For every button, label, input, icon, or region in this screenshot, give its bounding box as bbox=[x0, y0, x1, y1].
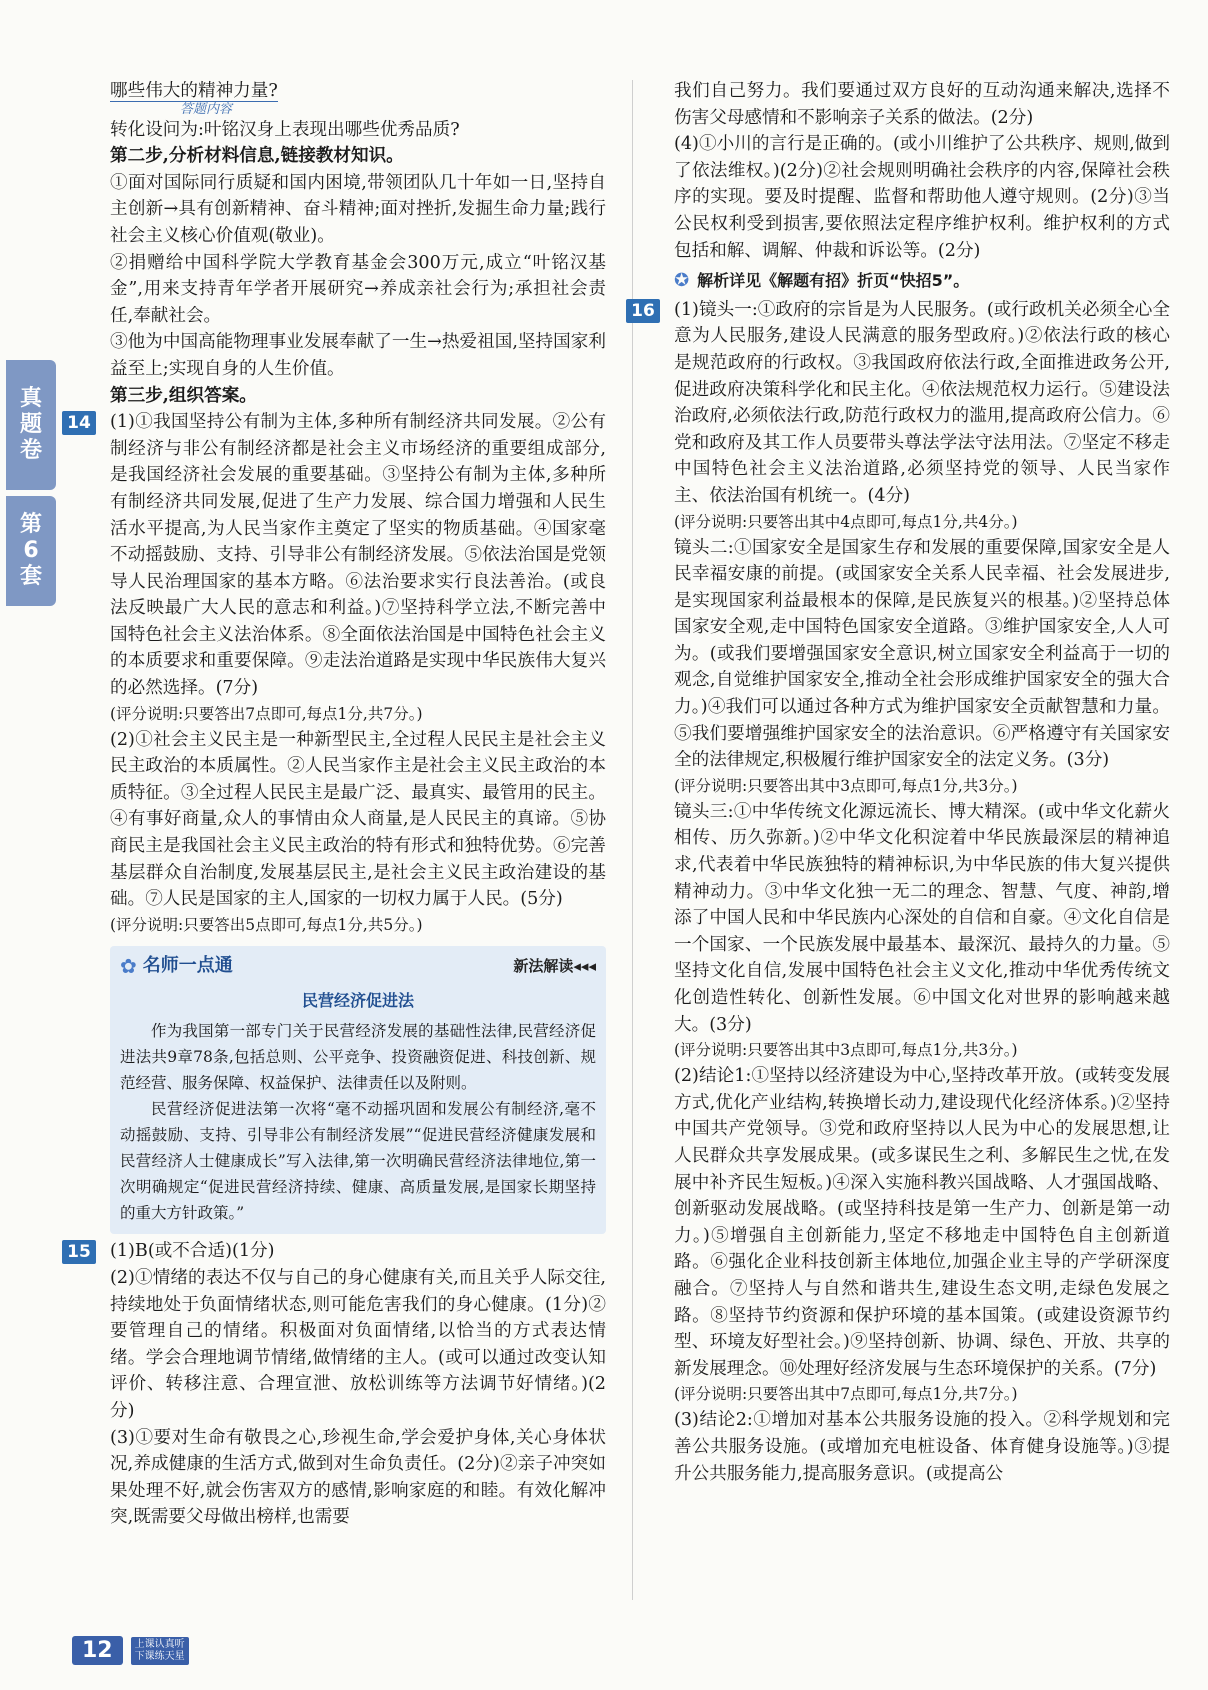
scoring-note: (评分说明:只要答出其中3点即可,每点1分,共3分。) bbox=[674, 776, 1018, 795]
side-tab-exam: 真题卷 bbox=[6, 360, 56, 490]
mascot-icon: ✿ bbox=[120, 953, 137, 978]
tip-box-subtitle: 民营经济促进法 bbox=[301, 990, 414, 1010]
step-2-item: ③他为中国高能物理事业发展奉献了一生→热爱祖国,坚持国家利益至上;实现自身的人生价值。 bbox=[110, 332, 606, 379]
tip-box-tag: 新法解读◂◂◂ bbox=[513, 956, 596, 975]
answer-paragraph: (2)结论1:①坚持以经济建设为中心,坚持改革开放。(或转变发展方式,优化产业结构,转换增长动力,建设现代化经济体系。)②坚持中国共产党领导。③党和政府坚持以人民为中心的发展思想,让人民群众共享发展成果。(或多谋民生之利、多解民生之忧,在发展中补齐民生短板。)④深入实施科教兴国战略、人才强国战略、创新驱动发展战略。(或坚持科技是第一生产力、创新是第一动力。)⑤增强自主创新能力,坚定不移地走中国特色自主创新道路。⑥强化企业科技创新主体地位,加强企业主导的产学研深度融合。⑦坚持人与自然和谐共生,建设生态文明,走绿色发展之路。⑧坚持节约资源和保护环境的基本国策。(或建设资源节约型、环境友好型社会。)⑨坚持创新、协调、绿色、开放、共享的新发展理念。⑩处理好经济发展与生态环境保护的关系。(7分) bbox=[674, 1066, 1170, 1379]
step-2-item: ②捐赠给中国科学院大学教育基金会300万元,成立“叶铭汉基金”,用来支持青年学者开展研究→养成亲社会行为;承担社会责任,奉献社会。 bbox=[110, 252, 606, 326]
page-number: 12 bbox=[72, 1636, 123, 1665]
scoring-note: (评分说明:只要答出其中3点即可,每点1分,共3分。) bbox=[674, 1041, 1018, 1060]
intro-line-2: 转化设问为:叶铭汉身上表现出哪些优秀品质? bbox=[110, 119, 460, 140]
page-footer bbox=[72, 1636, 189, 1665]
question-15 bbox=[67, 1238, 606, 1531]
answer-paragraph: (4)①小川的言行是正确的。(或小川维护了公共秩序、规则,做到了依法维权。)(2分)②社会规则明确社会秩序的内容,保障社会秩序的实现。要及时提醒、监督和帮助他人遵守规则。(2分)③当公民权利受到损害,要依照法定程序维护权利。维护权利的方式包括和解、调解、仲裁和诉讼等。(2分) bbox=[674, 134, 1170, 261]
scoring-note: (评分说明:只要答出7点即可,每点1分,共7分。) bbox=[110, 704, 423, 723]
scoring-note: (评分说明:只要答出其中4点即可,每点1分,共4分。) bbox=[674, 512, 1018, 531]
scoring-note: (评分说明:只要答出其中7点即可,每点1分,共7分。) bbox=[674, 1385, 1018, 1404]
side-tab-set: 第6套 bbox=[6, 496, 56, 606]
right-column bbox=[631, 78, 1170, 1487]
tip-box-paragraph: 民营经济促进法第一次将“毫不动摇巩固和发展公有制经济,毫不动摇鼓励、支持、引导非公有制经济发展”“促进民营经济健康发展和民营经济人士健康成长”写入法律,第一次明确民营经济法律地位,第一次明确规定“促进民营经济持续、健康、高质量发展,是国家长期坚持的重大方针政策。” bbox=[120, 1100, 596, 1223]
answer-paragraph: (2)①社会主义民主是一种新型民主,全过程人民民主是社会主义民主政治的本质属性。②人民当家作主是社会主义民主政治的本质特征。③全过程人民民主是最广泛、最真实、最管用的民主。④有事好商量,众人的事情由众人商量,是人民民主的真谛。⑤协商民主是我国社会主义民主政治的特有形式和独特优势。⑥完善基层群众自治制度,发展基层民主,是社会主义民主政治建设的基础。⑦人民是国家的主人,国家的一切权力属于人民。(5分) bbox=[110, 729, 606, 910]
teacher-tip-box bbox=[110, 946, 606, 1235]
question-14 bbox=[67, 409, 606, 938]
step-3-heading: 第三步,组织答案。 bbox=[110, 384, 257, 406]
footer-slogan: 上课认真听 下课练天星 bbox=[131, 1637, 189, 1665]
answer-paragraph: (1)镜头一:①政府的宗旨是为人民服务。(或行政机关必须全心全意为人民服务,建设人民满意的服务型政府。)②依法行政的核心是规范政府的行政权。③我国政府依法行政,全面推进政务公开,促进政府决策科学化和民主化。④依法规范权力运行。⑤建设法治政府,必须依法行政,防范行政权力的滥用,提高政府公信力。⑥党和政府及其工作人员要带头尊法学法守法用法。⑦坚定不移走中国特色社会主义法治道路,必须坚持党的领导、人民当家作主、依法治国有机统一。(4分) bbox=[674, 299, 1170, 506]
tip-box-paragraph: 作为我国第一部专门关于民营经济发展的基础性法律,民营经济促进法共9章78条,包括总则、公平竞争、投资融资促进、科技创新、规范经营、服务保障、权益保护、法律责任以及附则。 bbox=[120, 1022, 596, 1093]
answer-paragraph: (3)①要对生命有敬畏之心,珍视生命,学会爱护身体,关心身体状况,养成健康的生活方式,做到对生命负责任。(2分)②亲子冲突如果处理不好,就会伤害双方的感情,影响家庭的和睦。有效化解冲突,既需要父母做出榜样,也需要 bbox=[110, 1427, 606, 1528]
answer-paragraph: 镜头三:①中华传统文化源远流长、博大精深。(或中华文化薪火相传、历久弥新。)②中华文化积淀着中华民族最深层的精神追求,代表着中华民族独特的精神标识,为中华民族的伟大复兴提供精神动力。③中华文化独一无二的理念、智慧、气度、神韵,增添了中国人民和中华民族内心深处的自信和自豪。④文化自信是一个国家、一个民族发展中最基本、最深沉、最持久的力量。⑤坚持文化自信,发展中国特色社会主义文化,推动中华优秀传统文化创造性转化、创新性发展。⑥中国文化对世界的影响越来越大。(3分) bbox=[674, 801, 1170, 1035]
solution-hint: ✪ 解析详见《解题有招》折页“快招5”。 bbox=[674, 268, 1170, 295]
step-2-heading: 第二步,分析材料信息,链接教材知识。 bbox=[110, 145, 404, 167]
question-number-badge: 16 bbox=[626, 299, 660, 323]
question-number-badge: 14 bbox=[62, 411, 96, 435]
tip-box-title: ✿ 名师一点通 bbox=[120, 953, 233, 978]
tip-box-header bbox=[120, 946, 596, 986]
answer-paragraph: 镜头二:①国家安全是国家生存和发展的重要保障,国家安全是人民幸福安康的前提。(或国家安全关系人民幸福、社会发展进步,是实现国家利益最根本的保障,是民族复兴的根基。)②坚持总体国家安全观,走中国特色国家安全道路。③维护国家安全,人人可为。(或我们要增强国家安全意识,树立国家安全利益高于一切的观念,自觉维护国家安全,推动全社会形成维护国家安全的强大合力。)④我们可以通过各种方式为维护国家安全贡献智慧和力量。⑤我们要增强维护国家安全的法治意识。⑥严格遵守有关国家安全的法律规定,积极履行维护国家安全的法定义务。(3分) bbox=[674, 537, 1170, 771]
answer-paragraph: (1)①我国坚持公有制为主体,多种所有制经济共同发展。②公有制经济与非公有制经济都是社会主义市场经济的重要组成部分,是我国经济社会发展的重要基础。③坚持公有制为主体,多种所有制经济共同发展,促进了生产力发展、综合国力增强和人民生活水平提高,为人民当家作主奠定了坚实的物质基础。④国家毫不动摇鼓励、支持、引导非公有制经济发展。⑤依法治国是党领导人民治理国家的基本方略。⑥法治要求实行良法善治。(或良法反映最广大人民的意志和利益。)⑦坚持科学立法,不断完善中国特色社会主义法治体系。⑧全面依法治国是中国特色社会主义的本质要求和重要保障。⑨走法治道路是实现中华民族伟大复兴的必然选择。(7分) bbox=[110, 412, 606, 699]
question-16 bbox=[631, 297, 1170, 1487]
intro-line-1: 哪些伟大的精神力量? bbox=[110, 81, 278, 101]
answer-paragraph: 我们自己努力。我们要通过双方良好的互动沟通来解决,选择不伤害父母感情和不影响亲子关系的做法。(2分) bbox=[674, 81, 1170, 128]
answer-paragraph: (3)结论2:①增加对基本公共服务设施的投入。②科学规划和完善公共服务设施。(或增加充电桩设备、体育健身设施等。)③提升公共服务能力,提高服务意识。(或提高公 bbox=[674, 1410, 1170, 1484]
scoring-note: (评分说明:只要答出5点即可,每点1分,共5分。) bbox=[110, 915, 423, 934]
question-number-badge: 15 bbox=[62, 1240, 96, 1264]
left-column bbox=[67, 78, 606, 1531]
star-icon: ✪ bbox=[674, 270, 690, 292]
step-2-item: ①面对国际同行质疑和国内困境,带领团队几十年如一日,坚持自主创新→具有创新精神、奋斗精神;面对挫折,发掘生命力量;践行社会主义核心价值观(敬业)。 bbox=[110, 172, 606, 246]
answer-paragraph: (2)①情绪的表达不仅与自己的身心健康有关,而且关乎人际交往,持续地处于负面情绪状态,则可能危害我们的身心健康。(1分)②要管理自己的情绪。积极面对负面情绪,以恰当的方式表达情绪。学会合理地调节情绪,做情绪的主人。(或可以通过改变认知评价、转移注意、合理宣泄、放松训练等方法调节好情绪。)(2分) bbox=[110, 1268, 606, 1421]
answer-paragraph: (1)B(或不合适)(1分) bbox=[110, 1241, 275, 1262]
handwritten-note: 答题内容 bbox=[180, 101, 233, 117]
